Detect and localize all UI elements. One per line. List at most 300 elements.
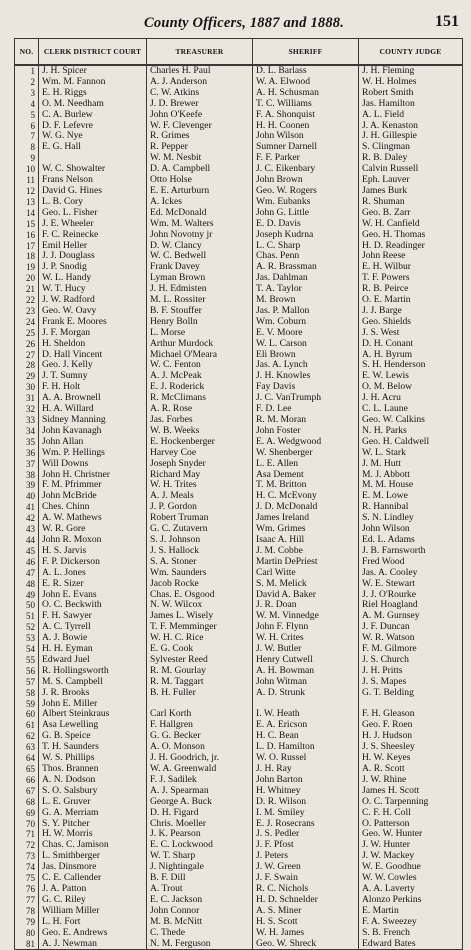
sheriff-cell: E. A. Ericson [253, 720, 359, 731]
treasurer-cell: N. W. Wilcox [147, 600, 253, 611]
clerk-cell: J. T. Sumny [39, 371, 147, 382]
treasurer-cell: M. B. McNitt [147, 917, 253, 928]
judge-cell: Calvin Russell [359, 164, 463, 175]
table-row [15, 513, 463, 524]
judge-cell: Fred Wood [359, 557, 463, 568]
treasurer-cell: Henry Bolln [147, 317, 253, 328]
treasurer-cell: W. A. Greenwald [147, 764, 253, 775]
judge-cell: Edward Bates [359, 939, 463, 950]
table-row [15, 110, 463, 121]
judge-cell: Geo. H. Caldwell [359, 437, 463, 448]
table-header-row [15, 39, 463, 66]
judge-cell: Eph. Lauver [359, 175, 463, 186]
judge-cell: J. A. Kenaston [359, 121, 463, 132]
treasurer-cell: S. J. Johnson [147, 535, 253, 546]
row-number: 77 [15, 895, 39, 906]
judge-cell: F. A. Sweezey [359, 917, 463, 928]
row-number: 81 [15, 939, 39, 950]
sheriff-cell: A. H. Schusman [253, 88, 359, 99]
treasurer-cell: A. J. Meals [147, 491, 253, 502]
row-number: 76 [15, 884, 39, 895]
sheriff-cell: Jas. A. Lynch [253, 360, 359, 371]
row-number: 6 [15, 121, 39, 132]
sheriff-cell: Fay Davis [253, 382, 359, 393]
sheriff-cell: James Ireland [253, 513, 359, 524]
judge-cell: A. R. Scott [359, 764, 463, 775]
table-row [15, 524, 463, 535]
table-row [15, 251, 463, 262]
row-number: 74 [15, 862, 39, 873]
judge-cell: F. H. Gleason [359, 709, 463, 720]
row-number: 75 [15, 873, 39, 884]
treasurer-cell: Joseph Snyder [147, 459, 253, 470]
sheriff-cell: Sumner Darnell [253, 142, 359, 153]
treasurer-cell: J. K. Pearson [147, 829, 253, 840]
row-number: 79 [15, 917, 39, 928]
judge-cell: R. B. Peirce [359, 284, 463, 295]
judge-cell: H. J. Hudson [359, 731, 463, 742]
table-row [15, 699, 463, 710]
clerk-cell: E. G. Hall [39, 142, 147, 153]
sheriff-cell: David A. Baker [253, 590, 359, 601]
treasurer-cell: Arthur Murdock [147, 339, 253, 350]
judge-cell: James H. Scott [359, 786, 463, 797]
clerk-cell: A. C. Tyrrell [39, 622, 147, 633]
clerk-cell: W. C. Showalter [39, 164, 147, 175]
table-row [15, 360, 463, 371]
clerk-cell: Will Downs [39, 459, 147, 470]
row-number: 15 [15, 219, 39, 230]
clerk-cell: Sidney Manning [39, 415, 147, 426]
treasurer-cell: B. F. Stouffer [147, 306, 253, 317]
table-row [15, 131, 463, 142]
judge-cell: M. J. Abbott [359, 470, 463, 481]
column-header-judge: COUNTY JUDGE [359, 39, 463, 66]
row-number: 26 [15, 339, 39, 350]
judge-cell: J. S. Sheesley [359, 742, 463, 753]
treasurer-cell: W. C. Fenton [147, 360, 253, 371]
clerk-cell: J. H. Spicer [39, 65, 147, 77]
judge-cell: O. M. Below [359, 382, 463, 393]
judge-cell: C. F. H. Coll [359, 808, 463, 819]
table-row [15, 502, 463, 513]
judge-cell: A. M. Gurnsey [359, 611, 463, 622]
judge-cell: A. L. Field [359, 110, 463, 121]
treasurer-cell: Jas. Forbes [147, 415, 253, 426]
treasurer-cell: G. C. Zutavern [147, 524, 253, 535]
treasurer-cell: R. Pepper [147, 142, 253, 153]
sheriff-cell: J. C. VanTrumph [253, 393, 359, 404]
clerk-cell: Frans Nelson [39, 175, 147, 186]
table-row [15, 786, 463, 797]
row-number: 46 [15, 557, 39, 568]
clerk-cell: Geo. J. Kelly [39, 360, 147, 371]
treasurer-cell: T. F. Memminger [147, 622, 253, 633]
treasurer-cell: L. Morse [147, 328, 253, 339]
row-number: 33 [15, 415, 39, 426]
table-row [15, 906, 463, 917]
row-number: 4 [15, 99, 39, 110]
clerk-cell: D. Hall Vincent [39, 350, 147, 361]
sheriff-cell: W. L. Carson [253, 339, 359, 350]
sheriff-cell: J. S. Pedler [253, 829, 359, 840]
treasurer-cell: W. C. Bedwell [147, 251, 253, 262]
clerk-cell: Frank E. Moores [39, 317, 147, 328]
treasurer-cell: Charles H. Paul [147, 65, 253, 77]
table-row [15, 808, 463, 819]
judge-cell: J. W. Rhine [359, 775, 463, 786]
sheriff-cell: J. W. Butler [253, 644, 359, 655]
table-row [15, 448, 463, 459]
sheriff-cell: W. Shenberger [253, 448, 359, 459]
sheriff-cell: J. H. Ray [253, 764, 359, 775]
row-number: 60 [15, 709, 39, 720]
treasurer-cell: A. O. Monson [147, 742, 253, 753]
judge-cell: E. M. Lowe [359, 491, 463, 502]
judge-cell: J. S. Mapes [359, 677, 463, 688]
clerk-cell: J. E. Wheeler [39, 219, 147, 230]
row-number: 68 [15, 797, 39, 808]
clerk-cell: W. L. Handy [39, 273, 147, 284]
row-number: 7 [15, 131, 39, 142]
row-number: 32 [15, 404, 39, 415]
row-number: 78 [15, 906, 39, 917]
treasurer-cell: Wm. M. Walters [147, 219, 253, 230]
clerk-cell: C. E. Callender [39, 873, 147, 884]
table-row [15, 208, 463, 219]
table-row [15, 459, 463, 470]
clerk-cell: Geo. L. Fisher [39, 208, 147, 219]
row-number: 14 [15, 208, 39, 219]
clerk-cell: O. M. Needham [39, 99, 147, 110]
judge-cell: J. H. Acru [359, 393, 463, 404]
row-number: 23 [15, 306, 39, 317]
treasurer-cell: R. M. Taggart [147, 677, 253, 688]
sheriff-cell: T. A. Taylor [253, 284, 359, 295]
row-number: 20 [15, 273, 39, 284]
sheriff-cell: H. S. Scott [253, 917, 359, 928]
table-row [15, 862, 463, 873]
table-row [15, 230, 463, 241]
judge-cell: John Reese [359, 251, 463, 262]
clerk-cell: A. J. Newman [39, 939, 147, 950]
treasurer-cell: E. Hockenberger [147, 437, 253, 448]
table-row [15, 535, 463, 546]
clerk-cell: M. S. Campbell [39, 677, 147, 688]
row-number: 59 [15, 699, 39, 710]
treasurer-cell: W. H. C. Rice [147, 633, 253, 644]
table-row [15, 742, 463, 753]
clerk-cell: Edward Juel [39, 655, 147, 666]
sheriff-cell: H. C. Bean [253, 731, 359, 742]
judge-cell: D. H. Conant [359, 339, 463, 350]
clerk-cell [39, 153, 147, 164]
county-officers-table [14, 38, 463, 950]
clerk-cell: W. S. Phillips [39, 753, 147, 764]
judge-cell: E. Martin [359, 906, 463, 917]
table-row [15, 470, 463, 481]
table-row [15, 720, 463, 731]
table-row [15, 709, 463, 720]
treasurer-cell: Wm. Saunders [147, 568, 253, 579]
clerk-cell: D. F. Lefevre [39, 121, 147, 132]
sheriff-cell: John Brown [253, 175, 359, 186]
treasurer-cell: W. B. Weeks [147, 426, 253, 437]
sheriff-cell: Wm. Eubanks [253, 197, 359, 208]
sheriff-cell: L. C. Sharp [253, 241, 359, 252]
judge-cell: J. M. Hutt [359, 459, 463, 470]
sheriff-cell: W. O. Russel [253, 753, 359, 764]
table-row [15, 306, 463, 317]
row-number: 16 [15, 230, 39, 241]
treasurer-cell: A. J. McPeak [147, 371, 253, 382]
treasurer-cell: R. Grimes [147, 131, 253, 142]
row-number: 24 [15, 317, 39, 328]
judge-cell: S. H. Henderson [359, 360, 463, 371]
judge-cell: W. R. Watson [359, 633, 463, 644]
clerk-cell: F. M. Pfrimmer [39, 480, 147, 491]
clerk-cell: A. A. Brownell [39, 393, 147, 404]
judge-cell: R. Hannibal [359, 502, 463, 513]
clerk-cell: F. C. Reinecke [39, 230, 147, 241]
judge-cell: J. F. Duncan [359, 622, 463, 633]
table-row [15, 764, 463, 775]
judge-cell: M. M. House [359, 480, 463, 491]
page-number: 151 [435, 13, 459, 30]
row-number: 12 [15, 186, 39, 197]
row-number: 44 [15, 535, 39, 546]
sheriff-cell: L. D. Hamilton [253, 742, 359, 753]
sheriff-cell: Asa Dement [253, 470, 359, 481]
sheriff-cell: Wm. Grimes [253, 524, 359, 535]
sheriff-cell: H. D. Schnelder [253, 895, 359, 906]
table-row [15, 404, 463, 415]
sheriff-cell: M. Brown [253, 295, 359, 306]
clerk-cell: L. E. Gruver [39, 797, 147, 808]
row-number: 21 [15, 284, 39, 295]
treasurer-cell: John Novotny jr [147, 230, 253, 241]
judge-cell: J. W. Hunter [359, 840, 463, 851]
treasurer-cell: Chris. Moeller [147, 819, 253, 830]
treasurer-cell: A. J. Spearman [147, 786, 253, 797]
row-number: 63 [15, 742, 39, 753]
sheriff-cell: John F. Flynn [253, 622, 359, 633]
treasurer-cell: J. H. Goodrich, jr. [147, 753, 253, 764]
clerk-cell: John H. Christner [39, 470, 147, 481]
treasurer-cell: W. T. Sharp [147, 851, 253, 862]
table-row [15, 928, 463, 939]
sheriff-cell: E. V. Moore [253, 328, 359, 339]
sheriff-cell: F. D. Lee [253, 404, 359, 415]
clerk-cell: J. A. Patton [39, 884, 147, 895]
clerk-cell: L. H. Fort [39, 917, 147, 928]
sheriff-cell: D. L. Barlass [253, 65, 359, 77]
treasurer-cell: J. D. Brewer [147, 99, 253, 110]
sheriff-cell: D. R. Wilson [253, 797, 359, 808]
judge-cell: H. W. Keyes [359, 753, 463, 764]
sheriff-cell: H. Whitney [253, 786, 359, 797]
judge-cell: Robert Smith [359, 88, 463, 99]
row-number: 67 [15, 786, 39, 797]
table-row [15, 153, 463, 164]
sheriff-cell: T. M. Britton [253, 480, 359, 491]
table-row [15, 284, 463, 295]
clerk-cell: Ches. Chinn [39, 502, 147, 513]
row-number: 36 [15, 448, 39, 459]
row-number: 35 [15, 437, 39, 448]
clerk-cell: H. S. Jarvis [39, 546, 147, 557]
clerk-cell: John E. Evans [39, 590, 147, 601]
treasurer-cell: A. J. Anderson [147, 77, 253, 88]
row-number: 27 [15, 350, 39, 361]
clerk-cell: John R. Moxon [39, 535, 147, 546]
judge-cell: A. A. Laverty [359, 884, 463, 895]
table-row [15, 819, 463, 830]
table-row [15, 371, 463, 382]
sheriff-cell: E. J. Rosecrans [253, 819, 359, 830]
row-number: 29 [15, 371, 39, 382]
judge-cell: W. H. Canfield [359, 219, 463, 230]
sheriff-cell: Jas. P. Mallon [253, 306, 359, 317]
sheriff-cell: J. M. Cobbe [253, 546, 359, 557]
row-number: 19 [15, 262, 39, 273]
sheriff-cell: John G. Little [253, 208, 359, 219]
row-number: 47 [15, 568, 39, 579]
table-row [15, 884, 463, 895]
clerk-cell: E. R. Sizer [39, 579, 147, 590]
clerk-cell: G. B. Speice [39, 731, 147, 742]
clerk-cell: W. R. Gore [39, 524, 147, 535]
treasurer-cell: W. M. Nesbit [147, 153, 253, 164]
table-row [15, 579, 463, 590]
judge-cell: E. H. Wilbur [359, 262, 463, 273]
judge-cell: W. E. Stewart [359, 579, 463, 590]
treasurer-cell: Carl Korth [147, 709, 253, 720]
clerk-cell: Jas. Dinsmore [39, 862, 147, 873]
clerk-cell: A. W. Mathews [39, 513, 147, 524]
sheriff-cell: Wm. Coburn [253, 317, 359, 328]
judge-cell: J. J. Barge [359, 306, 463, 317]
judge-cell: W. H. Holmes [359, 77, 463, 88]
treasurer-cell: D. A. Campbell [147, 164, 253, 175]
treasurer-cell: R. McClimans [147, 393, 253, 404]
judge-cell: A. H. Byrum [359, 350, 463, 361]
clerk-cell: G. A. Merriam [39, 808, 147, 819]
judge-cell: Geo. H. Thomas [359, 230, 463, 241]
clerk-cell: Geo. E. Andrews [39, 928, 147, 939]
table-row [15, 77, 463, 88]
sheriff-cell [253, 699, 359, 710]
clerk-cell: S. O. Salsbury [39, 786, 147, 797]
table-row [15, 546, 463, 557]
sheriff-cell: John Foster [253, 426, 359, 437]
treasurer-cell: Harvey Coe [147, 448, 253, 459]
row-number: 1 [15, 65, 39, 77]
table-row [15, 437, 463, 448]
table-row [15, 611, 463, 622]
clerk-cell: G. C. Riley [39, 895, 147, 906]
row-number: 50 [15, 600, 39, 611]
sheriff-cell: F. A. Shonquist [253, 110, 359, 121]
clerk-cell: Wm. M. Fannon [39, 77, 147, 88]
treasurer-cell: A. Trout [147, 884, 253, 895]
table-row [15, 797, 463, 808]
judge-cell: James Burk [359, 186, 463, 197]
clerk-cell: H. H. Eyman [39, 644, 147, 655]
judge-cell: W. W. Cowles [359, 873, 463, 884]
row-number: 54 [15, 644, 39, 655]
row-number: 28 [15, 360, 39, 371]
table-row [15, 393, 463, 404]
table-row [15, 753, 463, 764]
clerk-cell: H. W. Morris [39, 829, 147, 840]
row-number: 18 [15, 251, 39, 262]
sheriff-cell: Henry Cutwell [253, 655, 359, 666]
treasurer-cell: R. M. Gourlay [147, 666, 253, 677]
row-number: 61 [15, 720, 39, 731]
clerk-cell: C. A. Burlew [39, 110, 147, 121]
treasurer-cell: D. H. Figard [147, 808, 253, 819]
clerk-cell: J. R. Brooks [39, 688, 147, 699]
sheriff-cell: Jas. Dahlman [253, 273, 359, 284]
row-number: 30 [15, 382, 39, 393]
sheriff-cell: H. C. McEvony [253, 491, 359, 502]
table-row [15, 65, 463, 77]
sheriff-cell: I. M. Smiley [253, 808, 359, 819]
sheriff-cell: R. M. Moran [253, 415, 359, 426]
table-row [15, 666, 463, 677]
table-row [15, 644, 463, 655]
row-number: 41 [15, 502, 39, 513]
treasurer-cell: F. Hallgren [147, 720, 253, 731]
row-number: 11 [15, 175, 39, 186]
sheriff-cell: T. C. Williams [253, 99, 359, 110]
row-number: 22 [15, 295, 39, 306]
row-number: 53 [15, 633, 39, 644]
row-number: 80 [15, 928, 39, 939]
clerk-cell: J. P. Snodig [39, 262, 147, 273]
sheriff-cell: Joseph Kudrna [253, 230, 359, 241]
judge-cell: W. E. Goodhue [359, 862, 463, 873]
row-number: 34 [15, 426, 39, 437]
row-number: 40 [15, 491, 39, 502]
judge-cell: John Wilson [359, 524, 463, 535]
sheriff-cell: J. F. Swain [253, 873, 359, 884]
table-row [15, 88, 463, 99]
treasurer-cell: E. C. Jackson [147, 895, 253, 906]
treasurer-cell: Jacob Rocke [147, 579, 253, 590]
row-number: 42 [15, 513, 39, 524]
clerk-cell: O. C. Beckwith [39, 600, 147, 611]
table-row [15, 339, 463, 350]
judge-cell: H. D. Readinger [359, 241, 463, 252]
clerk-cell: William Miller [39, 906, 147, 917]
table-row [15, 142, 463, 153]
sheriff-cell: A. S. Miner [253, 906, 359, 917]
table-row [15, 186, 463, 197]
row-number: 13 [15, 197, 39, 208]
table-row [15, 829, 463, 840]
row-number: 49 [15, 590, 39, 601]
treasurer-cell: S. A. Stoner [147, 557, 253, 568]
sheriff-cell: S. M. Melick [253, 579, 359, 590]
sheriff-cell: Chas. Penn [253, 251, 359, 262]
row-number: 62 [15, 731, 39, 742]
sheriff-cell: Isaac A. Hill [253, 535, 359, 546]
judge-cell: Ed. L. Adams [359, 535, 463, 546]
table-row [15, 415, 463, 426]
table-row [15, 295, 463, 306]
